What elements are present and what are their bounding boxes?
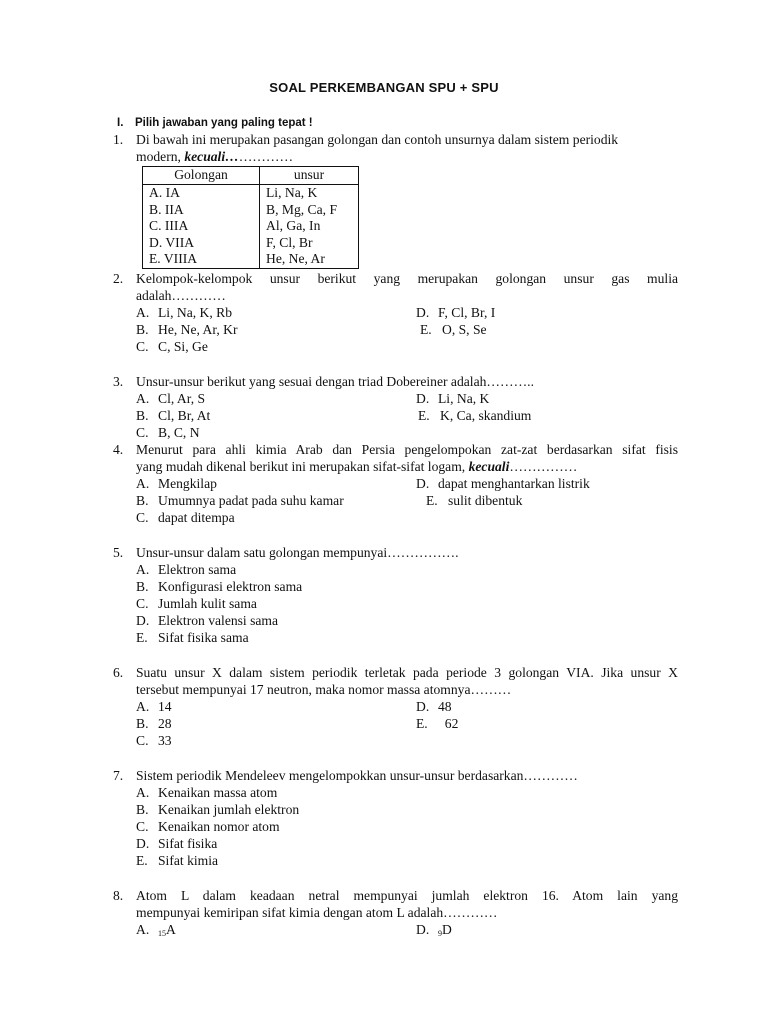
option-text: Kenaikan massa atom bbox=[158, 785, 278, 800]
option-text: 33 bbox=[158, 733, 172, 748]
table-cell: Al, Ga, In bbox=[266, 218, 321, 233]
table-row bbox=[143, 218, 359, 235]
table-cell: D. VIIA bbox=[143, 235, 260, 252]
table-cell: C. IIIA bbox=[143, 218, 260, 235]
option-b[interactable]: B. Kenaikan jumlah elektron bbox=[136, 802, 300, 817]
option-c[interactable]: C. B, C, N bbox=[136, 425, 200, 440]
answer-options bbox=[136, 561, 678, 646]
option-text: 28 bbox=[158, 716, 172, 731]
option-text: K, Ca, skandium bbox=[440, 408, 532, 423]
table-header-unsur: unsur bbox=[260, 167, 359, 185]
option-text: Cl, Br, At bbox=[158, 408, 211, 423]
option-text: A bbox=[166, 922, 176, 937]
answer-options bbox=[136, 390, 678, 441]
option-e[interactable]: E. sulit dibentuk bbox=[426, 493, 523, 508]
option-d[interactable]: D. Elektron valensi sama bbox=[136, 613, 279, 628]
option-c[interactable]: C. Jumlah kulit sama bbox=[136, 596, 257, 611]
question-line: tersebut mempunyai 17 neutron, maka nomor massa atomnya……… bbox=[136, 682, 512, 697]
option-b[interactable]: B. Cl, Br, At bbox=[136, 408, 211, 423]
option-e[interactable]: E. K, Ca, skandium bbox=[418, 408, 532, 423]
atomic-number: 15 bbox=[158, 929, 166, 938]
option-d[interactable]: D. 48 bbox=[416, 699, 452, 714]
page-title: SOAL PERKEMBANGAN SPU + SPU bbox=[269, 80, 499, 95]
option-d[interactable]: D. Li, Na, K bbox=[416, 391, 490, 406]
question-number: 8. bbox=[113, 888, 124, 903]
option-c[interactable]: C. Kenaikan nomor atom bbox=[136, 819, 280, 834]
option-text: Kenaikan nomor atom bbox=[158, 819, 280, 834]
table-header-golongan: Golongan bbox=[143, 167, 260, 185]
option-c[interactable]: C. 33 bbox=[136, 733, 172, 748]
question-text bbox=[136, 270, 678, 304]
option-text: Sifat fisika bbox=[158, 836, 218, 851]
question-line: Suatu unsur X dalam sistem periodik terletak pada periode 3 golongan VIA. Jika unsur X bbox=[136, 665, 678, 680]
question-text bbox=[136, 131, 678, 165]
question-1 bbox=[113, 131, 678, 165]
option-c[interactable]: C. C, Si, Ge bbox=[136, 339, 208, 354]
answer-options bbox=[136, 475, 678, 526]
question-text bbox=[136, 767, 678, 784]
option-text: Umumnya padat pada suhu kamar bbox=[158, 493, 344, 508]
question-number: 2. bbox=[113, 271, 124, 286]
option-text: dapat ditempa bbox=[158, 510, 235, 525]
question-8 bbox=[113, 887, 678, 938]
question-line: Unsur-unsur dalam satu golongan mempunyai……………. bbox=[136, 545, 459, 560]
text-span: modern, bbox=[136, 149, 185, 164]
table-row bbox=[143, 202, 359, 219]
question-text bbox=[136, 664, 678, 698]
option-text: O, S, Se bbox=[442, 322, 487, 337]
question-line: Kelompok-kelompok unsur berikut yang merupakan golongan unsur gas mulia bbox=[136, 271, 678, 286]
option-e[interactable]: E. O, S, Se bbox=[420, 322, 487, 337]
option-a[interactable]: A. Cl, Ar, S bbox=[136, 391, 206, 406]
option-text: Konfigurasi elektron sama bbox=[158, 579, 303, 594]
table-cell: A. IA bbox=[143, 185, 260, 202]
option-e[interactable]: E. 62 bbox=[416, 716, 459, 731]
question-number: 5. bbox=[113, 545, 124, 560]
option-b[interactable]: B. Konfigurasi elektron sama bbox=[136, 579, 303, 594]
text-span: yang mudah dikenal berikut ini merupakan sifat-sifat logam, bbox=[136, 459, 469, 474]
answer-options bbox=[136, 304, 678, 355]
option-a[interactable]: A. 14 bbox=[136, 699, 172, 714]
option-text: C, Si, Ge bbox=[158, 339, 208, 354]
table-cell: B. IIA bbox=[143, 202, 260, 219]
section-label: Pilih jawaban yang paling tepat ! bbox=[135, 117, 313, 129]
question-5 bbox=[113, 544, 678, 646]
option-a[interactable]: A. Elektron sama bbox=[136, 562, 237, 577]
question-line: Unsur-unsur berikut yang sesuai dengan triad Dobereiner adalah……….. bbox=[136, 374, 534, 389]
kecuali-emphasis: kecuali bbox=[468, 459, 510, 474]
option-a[interactable]: A. Kenaikan massa atom bbox=[136, 785, 278, 800]
option-text: Sifat kimia bbox=[158, 853, 219, 868]
question-number: 6. bbox=[113, 665, 124, 680]
table-row bbox=[143, 235, 359, 252]
option-text: 14 bbox=[158, 699, 172, 714]
option-text: 48 bbox=[438, 699, 452, 714]
question-text bbox=[136, 441, 678, 475]
question-7 bbox=[113, 767, 678, 869]
table-row bbox=[143, 185, 359, 202]
question-number: 1. bbox=[113, 132, 124, 147]
table-cell: F, Cl, Br bbox=[266, 234, 313, 250]
option-text: Elektron valensi sama bbox=[158, 613, 279, 628]
answer-blank: ………… bbox=[238, 149, 294, 164]
question-number: 4. bbox=[113, 442, 124, 457]
table-header-row bbox=[143, 167, 359, 185]
answer-options bbox=[136, 921, 678, 938]
option-e[interactable]: E. Sifat kimia bbox=[136, 853, 219, 868]
option-text: He, Ne, Ar, Kr bbox=[158, 322, 238, 337]
option-text: Cl, Ar, S bbox=[158, 391, 206, 406]
question-line: Sistem periodik Mendeleev mengelompokkan unsur-unsur berdasarkan………… bbox=[136, 768, 578, 783]
question-line: Menurut para ahli kimia Arab dan Persia pengelompokan zat-zat berdasarkan sifat fisis bbox=[136, 442, 678, 457]
option-text: Elektron sama bbox=[158, 562, 237, 577]
question-number: 3. bbox=[113, 374, 124, 389]
option-text: sulit dibentuk bbox=[448, 493, 523, 508]
question-2 bbox=[113, 270, 678, 355]
option-text: D bbox=[442, 922, 452, 937]
table-row bbox=[143, 251, 359, 268]
option-a[interactable]: A. $_{15}$A bbox=[136, 922, 176, 938]
option-c[interactable]: C. dapat ditempa bbox=[136, 510, 235, 525]
option-text: Jumlah kulit sama bbox=[158, 596, 257, 611]
option-d[interactable]: D. F, Cl, Br, I bbox=[416, 305, 496, 320]
question-line: Di bawah ini merupakan pasangan golongan dan contoh unsurnya dalam sistem periodik bbox=[136, 132, 619, 147]
option-d[interactable]: D. dapat menghantarkan listrik bbox=[416, 476, 590, 491]
kecuali-emphasis: kecuali… bbox=[184, 149, 239, 164]
question-number: 7. bbox=[113, 768, 124, 783]
question-line: adalah………… bbox=[136, 288, 226, 303]
table-cell: E. VIIIA bbox=[143, 251, 260, 268]
section-heading bbox=[117, 115, 313, 132]
question-3 bbox=[113, 373, 678, 441]
option-text: Li, Na, K bbox=[438, 391, 490, 406]
question-line: Atom L dalam keadaan netral mempunyai jumlah elektron 16. Atom lain yang bbox=[136, 888, 678, 903]
option-text: Li, Na, K, Rb bbox=[158, 305, 233, 320]
option-b[interactable]: B. Umumnya padat pada suhu kamar bbox=[136, 493, 344, 508]
option-text: B, C, N bbox=[158, 425, 200, 440]
question-line: mempunyai kemiripan sifat kimia dengan atom L adalah………… bbox=[136, 905, 498, 920]
option-d[interactable]: D. $_9$D bbox=[416, 922, 452, 938]
atomic-number: 9 bbox=[438, 929, 442, 938]
question-line bbox=[136, 458, 678, 475]
question-text bbox=[136, 887, 678, 921]
question-text bbox=[136, 544, 678, 561]
option-d[interactable]: D. Sifat fisika bbox=[136, 836, 218, 851]
option-text: dapat menghantarkan listrik bbox=[438, 476, 590, 491]
option-text: Kenaikan jumlah elektron bbox=[158, 802, 300, 817]
option-text: 62 bbox=[444, 716, 459, 731]
option-b[interactable]: B. He, Ne, Ar, Kr bbox=[136, 322, 238, 337]
question-6 bbox=[113, 664, 678, 749]
question-text bbox=[136, 373, 678, 390]
question-4 bbox=[113, 441, 678, 526]
table-cell: He, Ne, Ar bbox=[266, 251, 325, 266]
answer-blank: …………… bbox=[509, 459, 578, 474]
table-cell: Li, Na, K bbox=[266, 185, 318, 200]
option-text: F, Cl, Br, I bbox=[438, 305, 496, 320]
option-text: Sifat fisika sama bbox=[158, 630, 249, 645]
group-element-table bbox=[142, 166, 359, 269]
table-cell: B, Mg, Ca, F bbox=[266, 201, 338, 217]
option-b[interactable]: B. 28 bbox=[136, 716, 172, 731]
option-a[interactable]: A. Li, Na, K, Rb bbox=[136, 305, 233, 320]
answer-options bbox=[136, 784, 678, 869]
section-number: I. bbox=[117, 117, 124, 129]
question-line bbox=[136, 148, 678, 165]
option-a[interactable]: A. Mengkilap bbox=[136, 476, 217, 491]
option-e[interactable]: E. Sifat fisika sama bbox=[136, 630, 249, 645]
option-text: Mengkilap bbox=[158, 476, 217, 491]
answer-options bbox=[136, 698, 678, 749]
